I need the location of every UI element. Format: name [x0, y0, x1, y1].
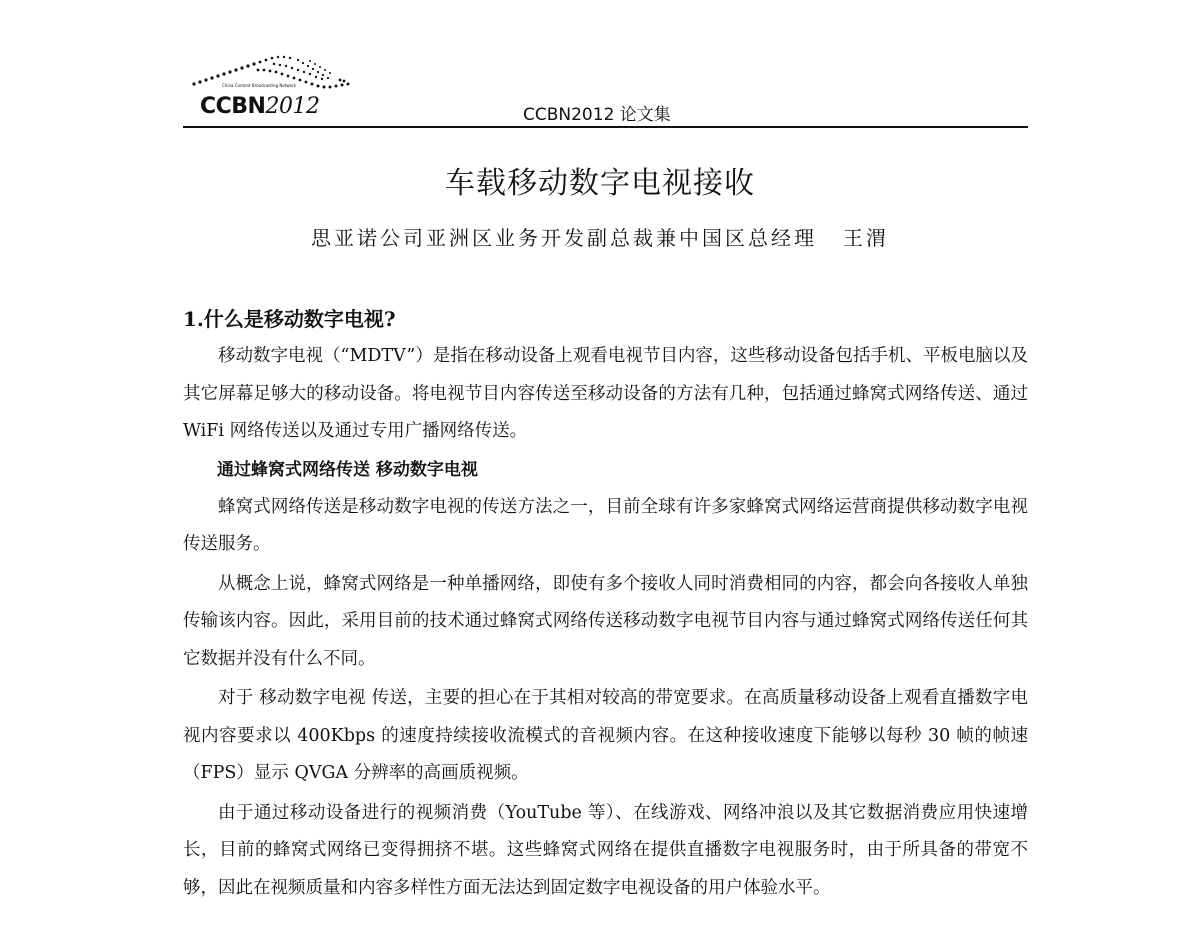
paragraph: 从概念上说，蜂窝式网络是一种单播网络，即使有多个接收人同时消费相同的内容，都会向各接收人单独传输该内容。因此，采用目前的技术通过蜂窝式网络传送移动数字电视节目内容与通过蜂窝式网络传送任何其它数据并没有什么不同。 — [183, 573, 1028, 669]
logo-wordmark: CCBN2012 — [200, 94, 320, 119]
paragraph: 由于通过移动设备进行的视频消费（YouTube 等）、在线游戏、网络冲浪以及其它数据消费应用快速增长，目前的蜂窝式网络已变得拥挤不堪。这些蜂窝式网络在提供直播数字电视服务时，由于所具备的带宽不够，因此在视频质量和内容多样性方面无法达到固定数字电视设备的用户体验水平。 — [183, 802, 1028, 898]
header-title: CCBN2012 论文集 — [523, 105, 671, 125]
ccbn-logo — [188, 50, 368, 120]
svg-text:China Content Broadcasting Net: China Content Broadcasting Network — [222, 83, 297, 88]
page-header — [183, 50, 1028, 130]
paragraph: 移动数字电视（“MDTV”）是指在移动设备上观看电视节目内容，这些移动设备包括手机、平板电脑以及其它屏幕足够大的移动设备。将电视节目内容传送至移动设备的方法有几种，包括通过蜂窝式网络传送、通过 WiFi 网络传送以及通过专用广播网络传送。 — [183, 346, 1028, 441]
section-heading: 1.什么是移动数字电视? — [183, 307, 396, 331]
header-divider — [183, 126, 1028, 128]
article-body — [183, 300, 1028, 907]
logo-dots-icon — [188, 50, 368, 96]
author-name: 王渭 — [843, 226, 889, 250]
paragraph: 对于 移动数字电视 传送，主要的担心在于其相对较高的带宽要求。在高质量移动设备上观看直播数字电视内容要求以 400Kbps 的速度持续接收流模式的音视频内容。在这种接收速度下能够以每秒 30 帧的帧速（FPS）显示 QVGA 分辨率的高画质视频。 — [183, 688, 1028, 783]
author-affiliation: 思亚诺公司亚洲区业务开发副总裁兼中国区总经理 — [311, 226, 817, 250]
paragraph: 蜂窝式网络传送是移动数字电视的传送方法之一，目前全球有许多家蜂窝式网络运营商提供移动数字电视传送服务。 — [183, 496, 1028, 554]
author-line — [0, 222, 1200, 251]
subsection-heading: 通过蜂窝式网络传送 移动数字电视 — [217, 459, 478, 480]
article-title: 车载移动数字电视接收 — [445, 166, 755, 201]
